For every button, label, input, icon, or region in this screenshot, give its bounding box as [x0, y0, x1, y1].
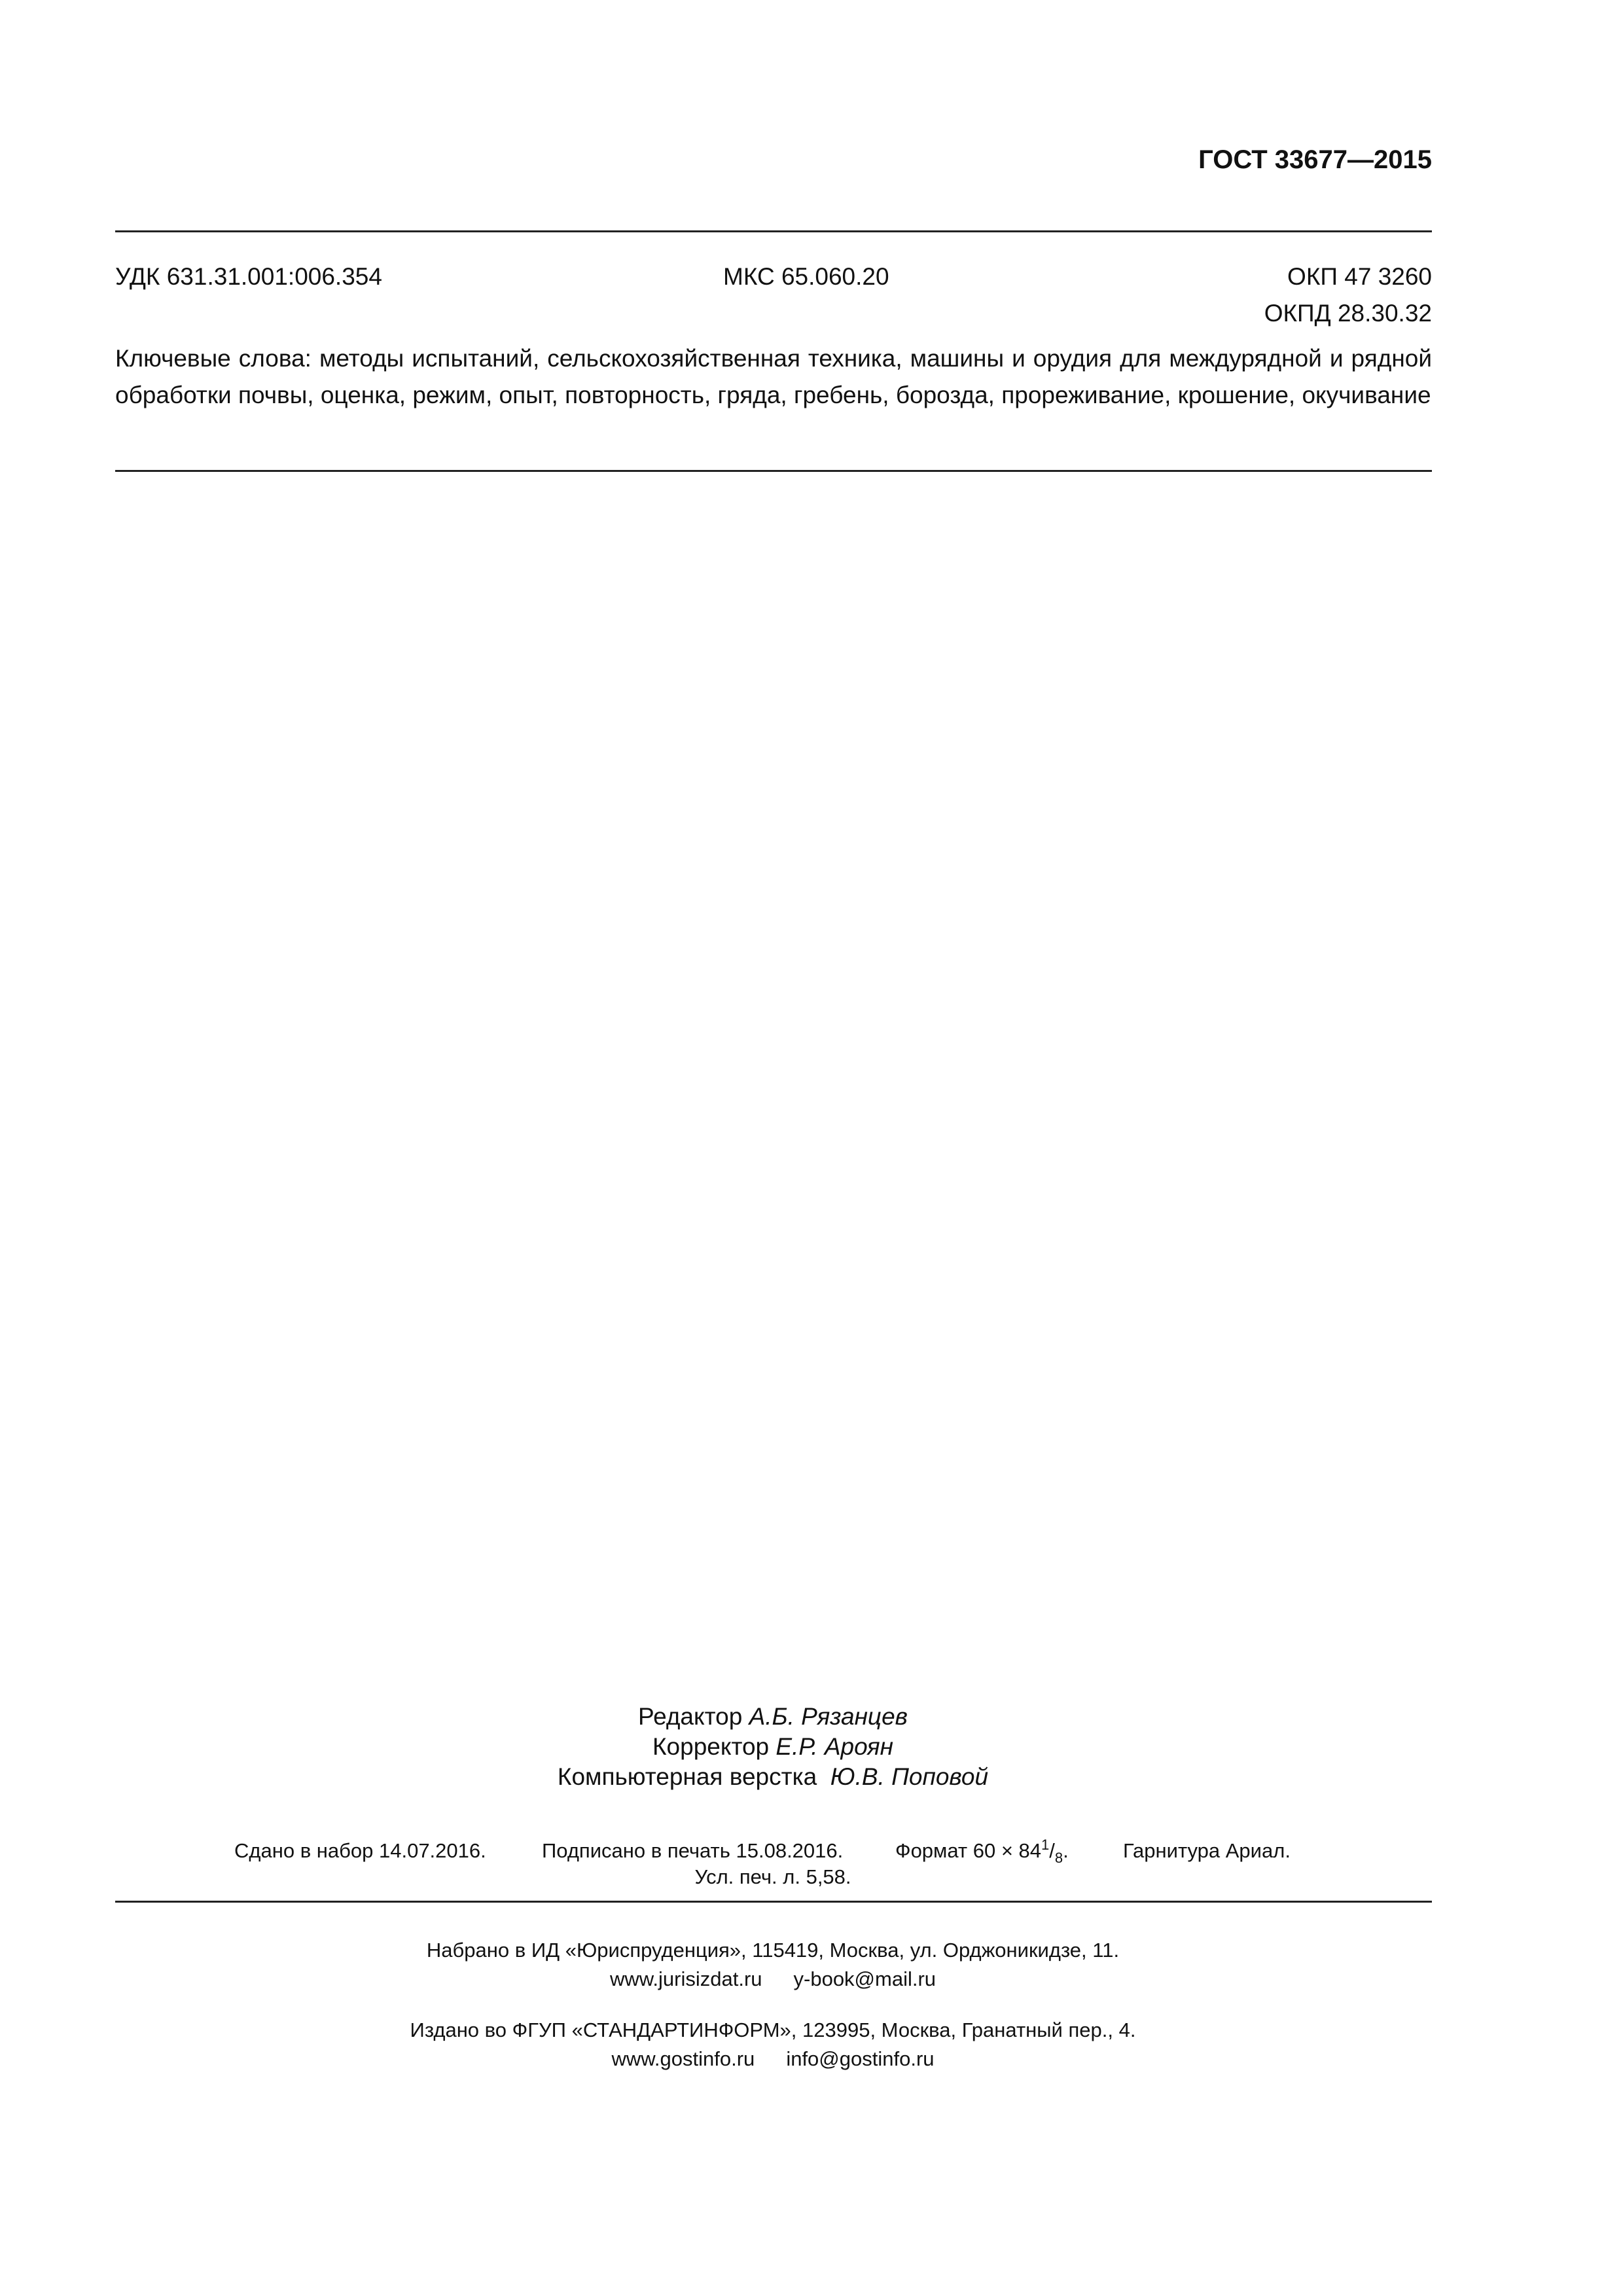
udk-code: УДК 631.31.001:006.354 [115, 263, 382, 290]
typeface: Гарнитура Ариал. [1123, 1839, 1291, 1862]
publisher-site-link[interactable]: www.gostinfo.ru [611, 2047, 755, 2070]
document-number: ГОСТ 33677—2015 [1198, 145, 1432, 174]
keywords-paragraph: Ключевые слова: методы испытаний, сельскохозяйственная техника, машины и орудия для междурядной и рядной обработки почвы, оценка, режим, опыт, повторность, гряда, гребень, борозда, прореживание, крошение, окучивание [115, 345, 1432, 408]
format-prefix: Формат 60 × 84 [895, 1839, 1042, 1862]
submitted-date: Сдано в набор 14.07.2016. [234, 1839, 486, 1862]
format-slash: / [1049, 1839, 1055, 1862]
typeset-site-link[interactable]: www.jurisizdat.ru [609, 1967, 762, 1990]
imprint-divider [115, 1901, 1432, 1903]
layout-name: Ю.В. Поповой [830, 1763, 989, 1790]
mks-code: МКС 65.060.20 [723, 263, 889, 290]
typeset-contacts [0, 1965, 1546, 1994]
editor-line [0, 1702, 1546, 1732]
credits-block [0, 1702, 1546, 1792]
proofreader-line [0, 1732, 1546, 1762]
typeset-email-link[interactable]: y-book@mail.ru [793, 1967, 936, 1990]
proofreader-label: Корректор [652, 1733, 770, 1760]
publisher-email-link[interactable]: info@gostinfo.ru [786, 2047, 935, 2070]
publisher-block [0, 2016, 1546, 2073]
typeset-address: Набрано в ИД «Юриспруденция», 115419, Москва, ул. Орджоникидзе, 11. [426, 1939, 1120, 1962]
format-numerator: 1 [1041, 1837, 1050, 1853]
publisher-contacts [0, 2045, 1546, 2073]
layout-line [0, 1762, 1546, 1792]
format-suffix: . [1063, 1839, 1069, 1862]
typeset-block [0, 1936, 1546, 1994]
publisher-address: Издано во ФГУП «СТАНДАРТИНФОРМ», 123995, Москва, Гранатный пер., 4. [410, 2018, 1136, 2041]
paper-format [895, 1838, 1069, 1864]
printed-sheets: Усл. печ. л. 5,58. [694, 1865, 851, 1888]
editor-label: Редактор [638, 1703, 743, 1730]
proofreader-name: Е.Р. Ароян [776, 1733, 894, 1760]
okp-codes [1264, 259, 1432, 332]
format-denominator: 8 [1054, 1850, 1063, 1866]
okp-code: ОКП 47 3260 [1287, 263, 1432, 290]
okpd-code: ОКПД 28.30.32 [1264, 300, 1432, 327]
layout-label: Компьютерная верстка [557, 1763, 817, 1790]
editor-name: А.Б. Рязанцев [749, 1703, 908, 1730]
signed-date: Подписано в печать 15.08.2016. [542, 1839, 844, 1862]
top-divider [115, 230, 1432, 232]
keywords-divider [115, 470, 1432, 472]
